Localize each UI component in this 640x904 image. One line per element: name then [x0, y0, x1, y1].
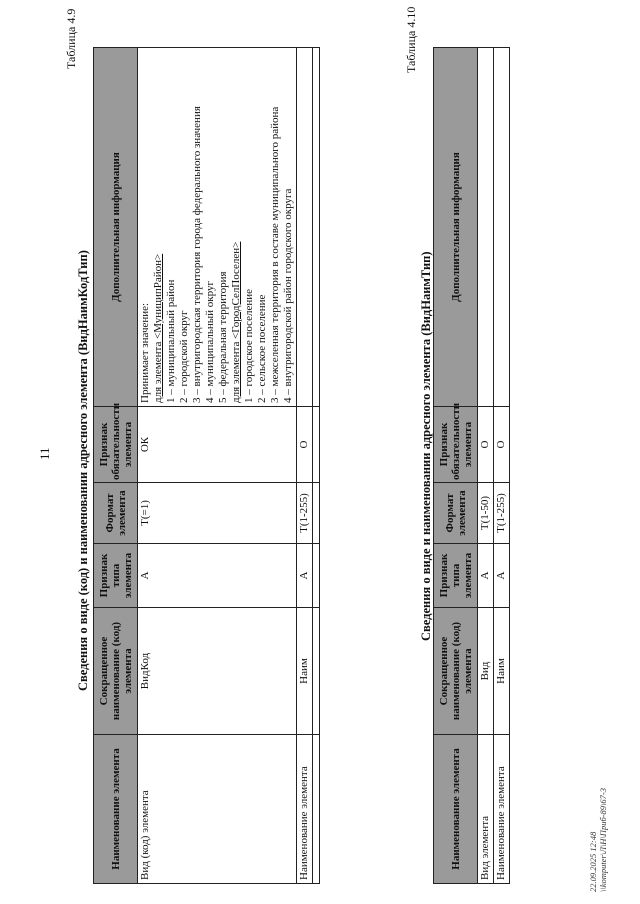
- table-caption-4-9: Таблица 4.9: [64, 8, 78, 69]
- cell-additional-info: [138, 48, 297, 407]
- cell-required: О: [494, 407, 510, 483]
- cell-required: О: [297, 407, 313, 483]
- cell-required: ОК: [138, 407, 297, 483]
- cell-short-name: Вид: [478, 608, 494, 735]
- info-item: 5 – федеральная территория: [217, 271, 229, 403]
- cell-short-name: Наим: [494, 608, 510, 735]
- table-header-row: [434, 48, 478, 884]
- cell-additional-info: [494, 48, 510, 407]
- column-header: Дополнительная информация: [434, 48, 478, 407]
- info-item: 3 – межселенная территория в составе муниципального района: [269, 106, 281, 403]
- cell-required: О: [478, 407, 494, 483]
- cell-type: А: [478, 544, 494, 608]
- table-spacer-row: [313, 48, 320, 884]
- table-row: [478, 48, 494, 884]
- table-row: [494, 48, 510, 884]
- table-title-4-10: Сведения о виде и наименовании адресного элемента (ВидНаимТип): [419, 251, 433, 641]
- cell-type: А: [297, 544, 313, 608]
- cell-short-name: Наим: [297, 608, 313, 735]
- info-intro: Принимает значение:: [139, 302, 151, 403]
- info-item: 1 – муниципальный район: [165, 279, 177, 403]
- footer-path: \\komputer\Л\Н\Приб-89\67-3: [598, 788, 608, 892]
- column-header: Наименование элемента: [94, 735, 138, 884]
- column-header: Признак типа элемента: [434, 544, 478, 608]
- table-4-9: [93, 47, 320, 884]
- column-header: Признак обязательности элемента: [94, 407, 138, 483]
- info-item: 4 – внутригородской район городского округа: [282, 188, 294, 403]
- page-number: 11: [37, 447, 52, 460]
- cell-type: А: [494, 544, 510, 608]
- cell-name: Вид элемента: [478, 735, 494, 884]
- table-title-4-9: Сведения о виде (код) и наименовании адресного элемента (ВидНаимКодТип): [76, 250, 90, 691]
- table-row: [138, 48, 297, 884]
- cell-format: Т(=1): [138, 483, 297, 544]
- cell-name: Наименование элемента: [494, 735, 510, 884]
- column-header: Сокращенное наименование (код) элемента: [434, 608, 478, 735]
- cell-format: Т(1-50): [478, 483, 494, 544]
- cell-additional-info: [297, 48, 313, 407]
- cell-additional-info: [478, 48, 494, 407]
- info-item: 1 – городское поселение: [243, 288, 255, 403]
- column-header: Дополнительная информация: [94, 48, 138, 407]
- footer-timestamp: 22.09.2025 12:48: [588, 831, 598, 892]
- cell-name: Вид (код) элемента: [138, 735, 297, 884]
- info-item: 2 – городской округ: [178, 310, 190, 403]
- cell-type: А: [138, 544, 297, 608]
- cell-format: Т(1-255): [494, 483, 510, 544]
- info-item: 2 – сельское поселение: [256, 294, 268, 403]
- column-header: Признак обязательности элемента: [434, 407, 478, 483]
- info-item: 4 – муниципальный округ: [204, 280, 216, 403]
- info-item: 3 – внутригородская территория города федерального значения: [191, 106, 203, 403]
- info-group-title: для элемента <ГородСелПоселен>: [230, 241, 242, 403]
- column-header: Формат элемента: [434, 483, 478, 544]
- table-4-10: [433, 47, 510, 884]
- cell-format: Т(1-255): [297, 483, 313, 544]
- info-group-title: для элемента <МуниципРайон>: [152, 253, 164, 403]
- cell-short-name: ВидКод: [138, 608, 297, 735]
- table-caption-4-10: Таблица 4.10: [404, 6, 418, 73]
- column-header: Признак типа элемента: [94, 544, 138, 608]
- column-header: Формат элемента: [94, 483, 138, 544]
- column-header: Наименование элемента: [434, 735, 478, 884]
- cell-name: Наименование элемента: [297, 735, 313, 884]
- table-row: [297, 48, 313, 884]
- table-header-row: [94, 48, 138, 884]
- column-header: Сокращенное наименование (код) элемента: [94, 608, 138, 735]
